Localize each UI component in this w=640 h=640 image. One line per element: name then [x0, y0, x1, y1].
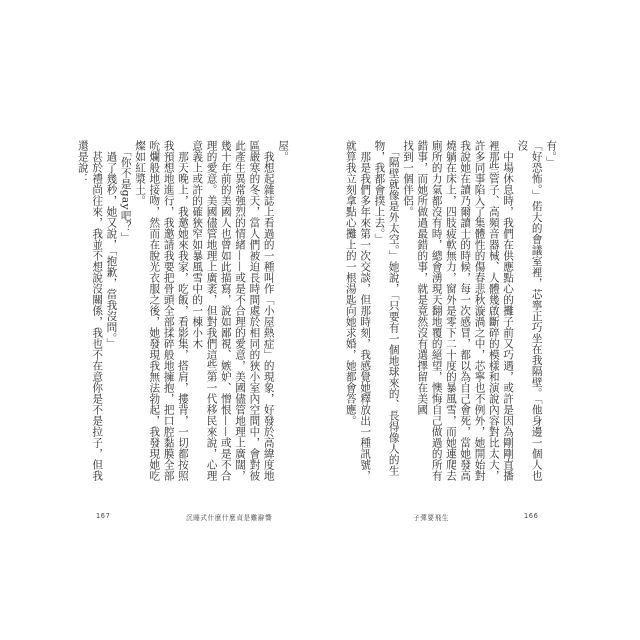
page-number-right: 166: [524, 512, 539, 520]
left-paragraph: 屋。: [277, 140, 289, 162]
running-head-right: 子彈要飛生: [413, 514, 449, 522]
left-paragraph: 我想起雜誌上看過的一種叫作「小屋熱症」的現象，好發於高緯度地區嚴寒的冬天，當人們被迫長時間處於相同的狹小室內空間中，會對彼此產生異常強烈的情緒——或是不合理的愛意，美國儘管地理上廣闊，幾十年前的美國人也曾如此描寫，說如鄙視、嫉妒、憎恨——或是不合理的愛意。美國儘管地理上廣袤，但對我們這些第一代移民來說，心理意義上或許的確狹窄如暴風雪中的一棟小木: [191, 140, 275, 481]
right-page-text: [344, 140, 558, 490]
right-paragraph: 有。」: [545, 140, 557, 168]
right-paragraph: 那是我們多年來第一次交談，但那時刻，我感覺她釋放出一種訊號，就算我立刻拿點心攤上的一根湯匙向她求婚，她都會答應。: [344, 140, 372, 481]
right-paragraph: 「隔壁就像是外太空。」她說，「只要有一個地球來的、長得像人的生物，我都會撲上去。」: [373, 140, 400, 477]
left-paragraph: 那天晚上，我邀她來我家，吃飯，看影集，搭肩，摟背，一切都按照我預想地進行，我邀請我要把骨頭全部揉碎般地擁抱，把口腔黏膜全部吮爛般地接吻，然而在脫光衣服之後，她發現我無法勃起，我發現她吃燦如紅漿土。: [134, 140, 189, 481]
left-page-text: [76, 140, 290, 490]
page-number-left: 167: [96, 512, 111, 520]
left-paragraph: 過了幾秒，她又說，「抱歉，當我沒問。」: [105, 140, 118, 350]
running-head-left: 沉睡式什麼什麼貞是難辭響: [186, 514, 273, 522]
left-paragraph: 甚於禮尚往來，我並不想說沒關係，我也不在意你是不是拉子，但我還是說：: [76, 140, 104, 481]
right-paragraph: 「好恐怖。」偌大的會議室裡，芯寧正巧坐在我隔壁。「他身邊一個人也沒: [516, 140, 543, 482]
right-paragraph: 中場休息時，我們在供應點心的攤子前又巧遇，或許是因為剛剛直播裡那些管子、高頻音器械、人體幾啟斷碎的模樣和演說內容對比太大，許多同事陷入了集體性的傷春悲秋漩渦之中，芯寧也不例外，她開始對我說她在讀乃爾讀士的時候，每一次感冒，都以為自己會死，當她發高燒躺在床上，四肢疲軟無力，窗外是零下二十度的暴風雪，而她連爬去廁所的力氣都沒有時，總會湧現天翻地覆的絕望，懊悔自己做過的所有錯事，而她所做過最錯的事，就是竟然沒有選擇留在美國: [416, 140, 515, 481]
right-paragraph: 找到一個伴侶。: [402, 140, 415, 217]
left-paragraph: 「你不是gay吧？」: [119, 140, 132, 243]
